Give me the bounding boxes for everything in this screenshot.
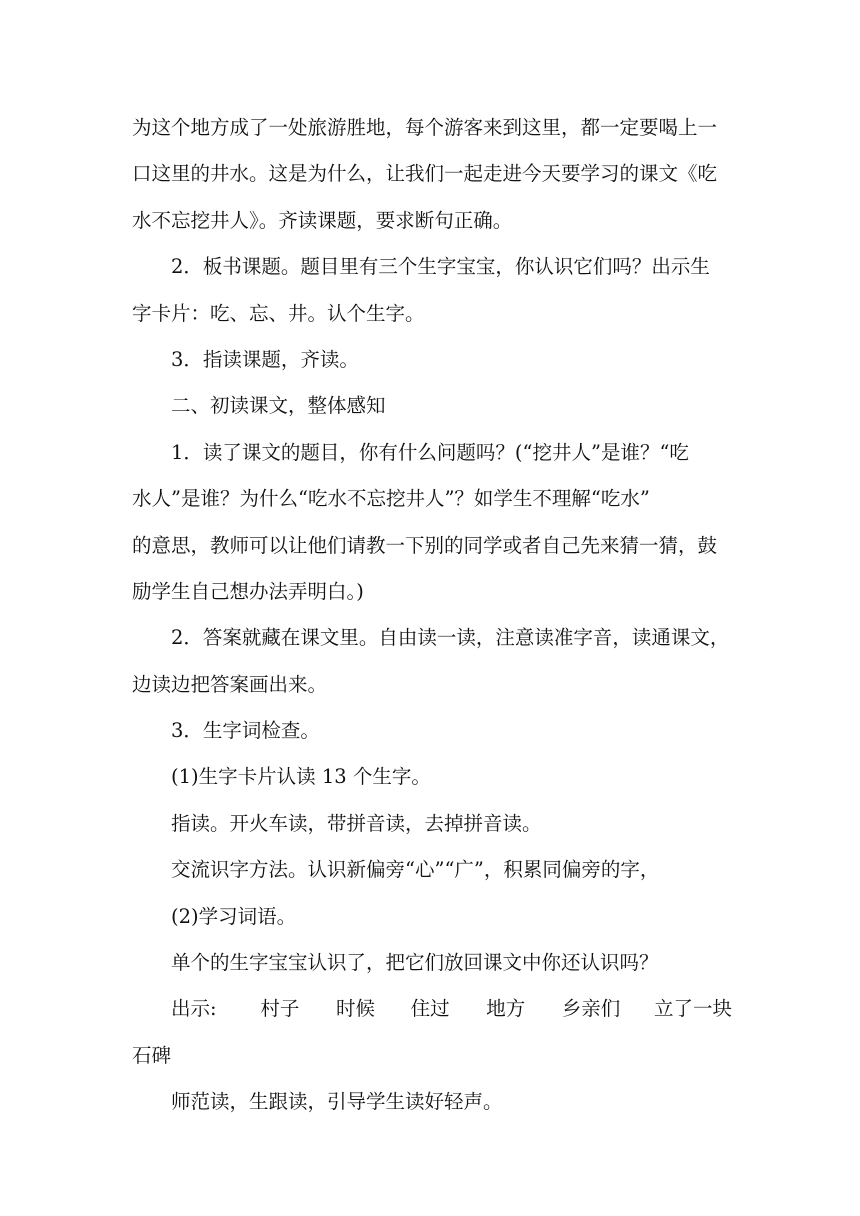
show-label: 出示: — [171, 997, 217, 1021]
word-item: 村子 — [260, 997, 300, 1021]
text-line: 3．生字词检查。 — [171, 719, 320, 743]
text-line: 励学生自己想办法弄明白。) — [132, 579, 364, 603]
text-line: 3．指读课题，齐读。 — [171, 347, 359, 371]
text-line: 交流识字方法。认识新偏旁“心”“广”，积累同偏旁的字， — [171, 858, 660, 882]
text-line: 1．读了课文的题目，你有什么问题吗？(“挖井人”是谁？“吃 — [171, 440, 689, 464]
text-line: 单个的生字宝宝认识了，把它们放回课文中你还认识吗？ — [171, 951, 659, 975]
text-line: 石碑 — [132, 1043, 172, 1067]
text-line: 2．答案就藏在课文里。自由读一读，注意读准字音，读通课文， — [171, 626, 730, 650]
word-item: 住过 — [410, 997, 450, 1021]
text-line: 水不忘挖井人》。齐读课题，要求断句正确。 — [132, 208, 513, 232]
text-line: 2．板书课题。题目里有三个生字宝宝，你认识它们吗？出示生 — [171, 255, 710, 279]
document-body — [132, 105, 732, 1126]
text-line: 水人”是谁？为什么“吃水不忘挖井人”？如学生不理解“吃水” — [132, 487, 650, 511]
text-line: (2)学习词语。 — [171, 904, 297, 928]
word-item: 乡亲们 — [561, 997, 621, 1021]
text-line: 口这里的井水。这是为什么，让我们一起走进今天要学习的课文《吃 — [132, 162, 718, 186]
text-line: 字卡片：吃、忘、井。认个生字。 — [132, 301, 425, 325]
text-line: 为这个地方成了一处旅游胜地，每个游客来到这里，都一定要喝上一 — [132, 116, 718, 139]
text-line: 师范读，生跟读，引导学生读好轻声。 — [171, 1090, 503, 1114]
word-item: 地方 — [486, 997, 526, 1021]
word-display-row — [132, 986, 732, 1032]
text-line: 的意思，教师可以让他们请教一下别的同学或者自己先来猜一猜，鼓 — [132, 533, 718, 557]
text-line: 指读。开火车读，带拼音读，去掉拼音读。 — [171, 811, 542, 835]
section-heading: 二、初读课文，整体感知 — [171, 394, 386, 418]
word-item: 时候 — [335, 997, 375, 1021]
text-line: (1)生字卡片认读 13 个生字。 — [171, 765, 431, 789]
text-line: 边读边把答案画出来。 — [132, 672, 328, 696]
word-item: 立了一块 — [653, 997, 732, 1021]
